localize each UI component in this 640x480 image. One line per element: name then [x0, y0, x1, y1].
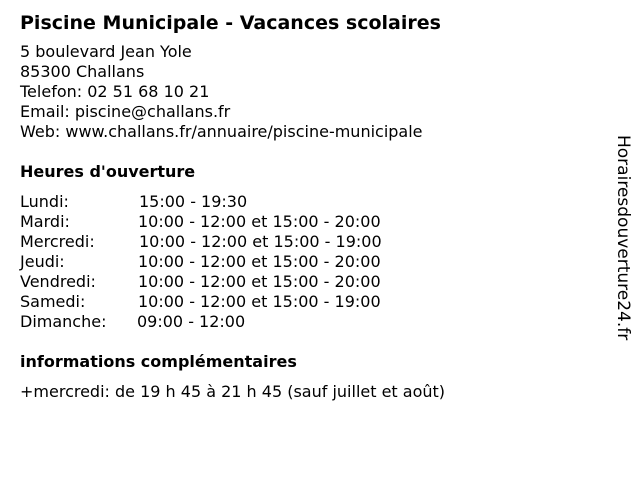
phone-number: Telefon: 02 51 68 10 21: [20, 82, 210, 101]
email-address: Email: piscine@challans.fr: [20, 102, 231, 121]
opening-hours-table: [20, 192, 600, 332]
hours-row-wednesday: [20, 232, 600, 252]
hours-row-thursday: [20, 252, 600, 272]
time-value: 15:00 - 19:30: [139, 192, 248, 211]
day-label: Mardi:: [20, 212, 70, 231]
day-label: Vendredi:: [20, 272, 96, 291]
day-label: Jeudi:: [20, 252, 65, 271]
street-address: 5 boulevard Jean Yole: [20, 42, 192, 61]
site-watermark: Horairesdouverture24.fr: [613, 135, 633, 341]
hours-row-friday: [20, 272, 600, 292]
opening-hours-heading: Heures d'ouverture: [20, 162, 196, 181]
time-value: 10:00 - 12:00 et 15:00 - 20:00: [138, 252, 381, 271]
page-title: Piscine Municipale - Vacances scolaires: [20, 12, 441, 34]
additional-info-heading: informations complémentaires: [20, 352, 297, 371]
pool-info-card: [20, 10, 600, 402]
city-postcode: 85300 Challans: [20, 62, 145, 81]
hours-row-saturday: [20, 292, 600, 312]
hours-row-monday: [20, 192, 600, 212]
time-value: 10:00 - 12:00 et 15:00 - 19:00: [138, 292, 381, 311]
address-block: [20, 42, 600, 142]
time-value: 10:00 - 12:00 et 15:00 - 20:00: [138, 212, 381, 231]
day-label: Samedi:: [20, 292, 86, 311]
hours-row-tuesday: [20, 212, 600, 232]
day-label: Mercredi:: [20, 232, 95, 251]
day-label: Dimanche:: [20, 312, 107, 331]
hours-row-sunday: [20, 312, 600, 332]
website-address: Web: www.challans.fr/annuaire/piscine-municipale: [20, 122, 423, 141]
time-value: 10:00 - 12:00 et 15:00 - 19:00: [139, 232, 382, 251]
day-label: Lundi:: [20, 192, 69, 211]
time-value: 09:00 - 12:00: [137, 312, 246, 331]
additional-info-text: +mercredi: de 19 h 45 à 21 h 45 (sauf juillet et août): [20, 382, 446, 401]
time-value: 10:00 - 12:00 et 15:00 - 20:00: [138, 272, 381, 291]
